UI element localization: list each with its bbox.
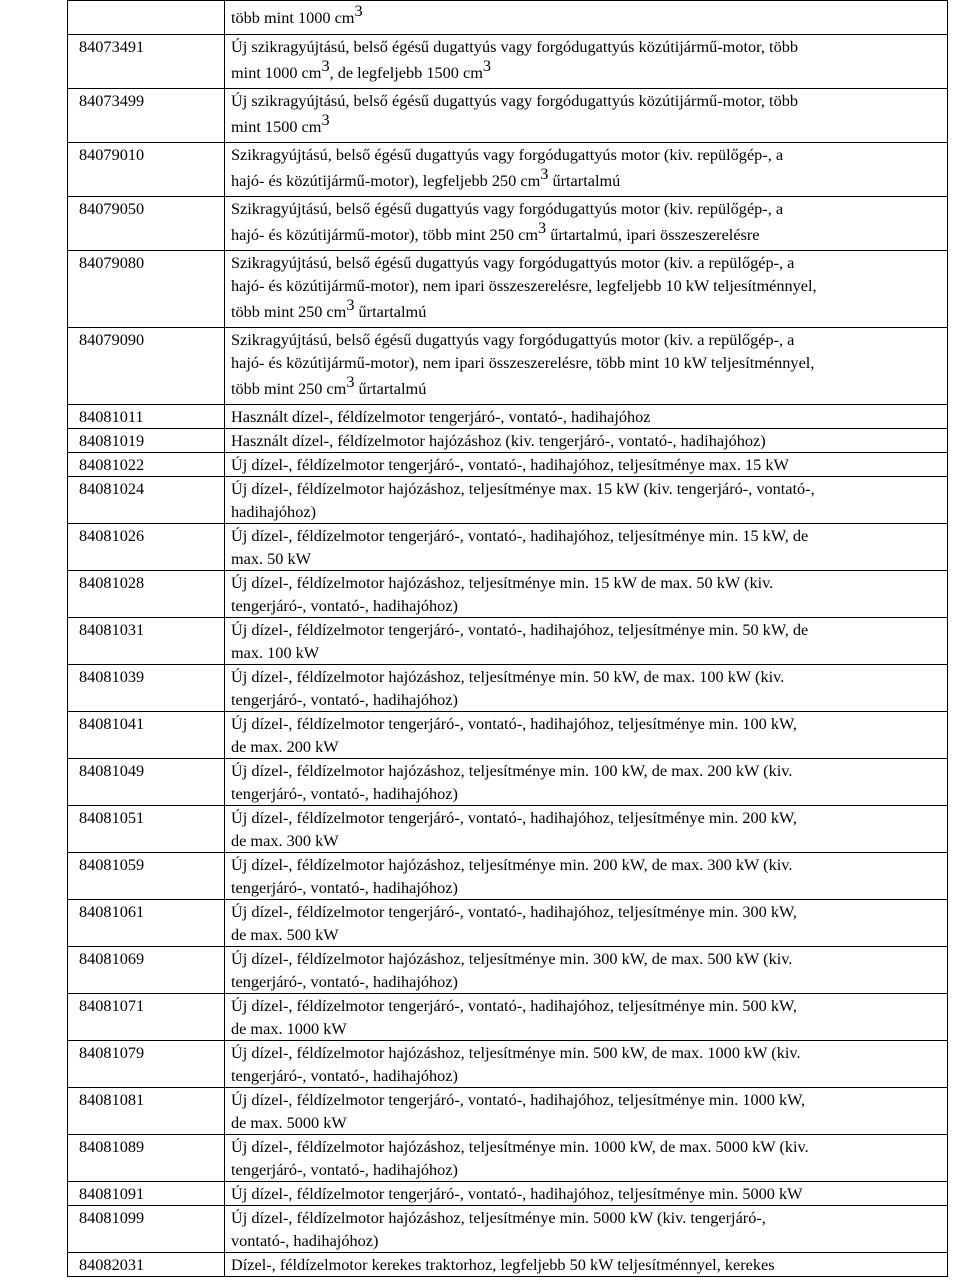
code-cell	[68, 251, 225, 328]
superscript-unit: 3	[346, 295, 355, 314]
description-cell	[225, 712, 948, 759]
description-text: de max. 5000 kW	[231, 1113, 347, 1132]
description-text: hajó- és közútijármű-motor), nem ipari összeszerelésre, több mint 10 kW teljesítménnyel,	[231, 353, 815, 372]
description-line	[231, 220, 943, 250]
code-cell	[68, 1182, 225, 1206]
description-line	[231, 735, 943, 758]
description-line	[231, 900, 943, 923]
description-line	[231, 374, 943, 404]
table-row	[68, 89, 948, 143]
description-cell	[225, 524, 948, 571]
description-line	[231, 853, 943, 876]
description-line	[231, 1135, 943, 1158]
description-text: hajó- és közútijármű-motor), legfeljebb 250 cm	[231, 171, 541, 190]
description-text: tengerjáró-, vontató-, hadihajóhoz)	[231, 1160, 458, 1179]
description-cell	[225, 1206, 948, 1253]
tariff-code: 84081049	[79, 761, 145, 780]
description-text: Új dízel-, féldízelmotor hajózáshoz, teljesítménye min. 100 kW, de max. 200 kW (kiv.	[231, 761, 793, 780]
code-cell	[68, 1206, 225, 1253]
description-line	[231, 1, 943, 34]
description-text: Új dízel-, féldízelmotor tengerjáró-, vontató-, hadihajóhoz, teljesítménye min. 200 kW,	[231, 808, 797, 827]
description-text: Új dízel-, féldízelmotor hajózáshoz, teljesítménye max. 15 kW (kiv. tengerjáró-, vontató-,	[231, 479, 815, 498]
tariff-code: 84081099	[79, 1208, 145, 1227]
description-text: vontató-, hadihajóhoz)	[231, 1231, 379, 1250]
description-line	[231, 782, 943, 805]
tariff-code: 84081061	[79, 902, 145, 921]
code-cell	[68, 429, 225, 453]
description-line	[231, 994, 943, 1017]
description-line	[231, 1182, 943, 1205]
table-row	[68, 1182, 948, 1206]
description-text: Új dízel-, féldízelmotor tengerjáró-, vontató-, hadihajóhoz, teljesítménye min. 300 kW,	[231, 902, 797, 921]
description-text: de max. 200 kW	[231, 737, 339, 756]
code-cell	[68, 1088, 225, 1135]
superscript-unit: 3	[346, 372, 355, 391]
description-line	[231, 524, 943, 547]
description-text: több mint 250 cm	[231, 302, 347, 321]
description-line	[231, 1041, 943, 1064]
table-row	[68, 900, 948, 947]
description-line	[231, 829, 943, 852]
description-text: Új dízel-, féldízelmotor hajózáshoz, teljesítménye min. 300 kW, de max. 500 kW (kiv.	[231, 949, 793, 968]
description-cell	[225, 571, 948, 618]
table-row	[68, 453, 948, 477]
code-cell	[68, 477, 225, 524]
table-row	[68, 1206, 948, 1253]
description-line	[231, 806, 943, 829]
tariff-code: 84081031	[79, 620, 145, 639]
description-text: Új szikragyújtású, belső égésű dugattyús vagy forgódugattyús közútijármű-motor, több	[231, 91, 798, 110]
description-line	[231, 429, 943, 452]
description-text: tengerjáró-, vontató-, hadihajóhoz)	[231, 596, 458, 615]
description-line	[231, 197, 943, 220]
tariff-code: 84079090	[79, 330, 145, 349]
description-text: űrtartalmú	[354, 302, 427, 321]
description-line	[231, 166, 943, 196]
description-line	[231, 143, 943, 166]
table-row	[68, 143, 948, 197]
tariff-code: 84081059	[79, 855, 145, 874]
code-cell	[68, 89, 225, 143]
description-cell	[225, 1088, 948, 1135]
description-text: űrtartalmú, ipari összeszerelésre	[546, 225, 760, 244]
description-cell	[225, 900, 948, 947]
description-line	[231, 618, 943, 641]
table-row	[68, 618, 948, 665]
table-row	[68, 712, 948, 759]
description-line	[231, 453, 943, 476]
description-text: Új dízel-, féldízelmotor hajózáshoz, teljesítménye min. 500 kW, de max. 1000 kW (kiv.	[231, 1043, 801, 1062]
table-row	[68, 1041, 948, 1088]
description-text: Új dízel-, féldízelmotor tengerjáró-, vontató-, hadihajóhoz, teljesítménye min. 500 kW,	[231, 996, 797, 1015]
description-line	[231, 1206, 943, 1229]
tariff-code: 84081022	[79, 455, 145, 474]
description-cell	[225, 1, 948, 35]
description-cell	[225, 994, 948, 1041]
description-line	[231, 970, 943, 993]
code-cell	[68, 853, 225, 900]
description-text: Új szikragyújtású, belső égésű dugattyús vagy forgódugattyús közútijármű-motor, több	[231, 37, 798, 56]
description-text: űrtartalmú	[548, 171, 621, 190]
tariff-code: 84081079	[79, 1043, 145, 1062]
code-cell	[68, 571, 225, 618]
description-line	[231, 923, 943, 946]
description-line	[231, 274, 943, 297]
tariff-code: 84081089	[79, 1137, 145, 1156]
tariff-code: 84081019	[79, 431, 145, 450]
description-cell	[225, 328, 948, 405]
table-row	[68, 197, 948, 251]
description-line	[231, 641, 943, 664]
tariff-code: 84081028	[79, 573, 145, 592]
description-line	[231, 1229, 943, 1252]
table-row	[68, 994, 948, 1041]
description-line	[231, 405, 943, 428]
description-text: tengerjáró-, vontató-, hadihajóhoz)	[231, 878, 458, 897]
tariff-code: 84082031	[79, 1255, 145, 1274]
table-row	[68, 405, 948, 429]
description-text: Szikragyújtású, belső égésű dugattyús vagy forgódugattyús motor (kiv. a repülőgép-, a	[231, 253, 795, 272]
table-row	[68, 1, 948, 35]
description-text: Új dízel-, féldízelmotor hajózáshoz, teljesítménye min. 200 kW, de max. 300 kW (kiv.	[231, 855, 793, 874]
description-text: hajó- és közútijármű-motor), nem ipari összeszerelésre, legfeljebb 10 kW teljesítménnyel,	[231, 276, 817, 295]
description-cell	[225, 1135, 948, 1182]
description-line	[231, 328, 943, 351]
description-text: Szikragyújtású, belső égésű dugattyús vagy forgódugattyús motor (kiv. a repülőgép-, a	[231, 330, 795, 349]
code-cell	[68, 1, 225, 35]
tariff-code: 84079010	[79, 145, 145, 164]
description-text: Dízel-, féldízelmotor kerekes traktorhoz, legfeljebb 50 kW teljesítménnyel, kerekes	[231, 1255, 775, 1274]
description-line	[231, 759, 943, 782]
description-cell	[225, 1253, 948, 1277]
description-cell	[225, 429, 948, 453]
description-line	[231, 1253, 943, 1276]
description-line	[231, 1088, 943, 1111]
table-row	[68, 251, 948, 328]
table-row	[68, 1135, 948, 1182]
description-text: mint 1500 cm	[231, 117, 322, 136]
description-cell	[225, 1182, 948, 1206]
superscript-unit: 3	[354, 1, 363, 20]
description-text: Új dízel-, féldízelmotor tengerjáró-, vontató-, hadihajóhoz, teljesítménye max. 15 kW	[231, 455, 789, 474]
description-text: Új dízel-, féldízelmotor tengerjáró-, vontató-, hadihajóhoz, teljesítménye min. 1000 kW,	[231, 1090, 806, 1109]
description-cell	[225, 806, 948, 853]
description-cell	[225, 1041, 948, 1088]
description-text: Új dízel-, féldízelmotor tengerjáró-, vontató-, hadihajóhoz, teljesítménye min. 5000 kW	[231, 1184, 803, 1203]
tariff-code: 84081069	[79, 949, 145, 968]
table-row	[68, 806, 948, 853]
description-line	[231, 1064, 943, 1087]
code-cell	[68, 900, 225, 947]
description-cell	[225, 197, 948, 251]
table-row	[68, 328, 948, 405]
description-text: Használt dízel-, féldízelmotor tengerjáró-, vontató-, hadihajóhoz	[231, 407, 651, 426]
description-line	[231, 947, 943, 970]
description-text: Új dízel-, féldízelmotor hajózáshoz, teljesítménye min. 5000 kW (kiv. tengerjáró-,	[231, 1208, 766, 1227]
code-cell	[68, 35, 225, 89]
table-row	[68, 524, 948, 571]
description-text: , de legfeljebb 1500 cm	[329, 63, 483, 82]
description-line	[231, 571, 943, 594]
description-cell	[225, 89, 948, 143]
code-cell	[68, 1041, 225, 1088]
code-cell	[68, 947, 225, 994]
tariff-code: 84079080	[79, 253, 145, 272]
description-text: Szikragyújtású, belső égésű dugattyús vagy forgódugattyús motor (kiv. repülőgép-, a	[231, 145, 784, 164]
superscript-unit: 3	[538, 218, 547, 237]
tariff-code: 84081026	[79, 526, 145, 545]
tariff-code: 84073491	[79, 37, 145, 56]
tariff-code: 84081051	[79, 808, 145, 827]
description-cell	[225, 947, 948, 994]
table-row	[68, 853, 948, 900]
description-line	[231, 297, 943, 327]
table-row	[68, 759, 948, 806]
tariff-code: 84081024	[79, 479, 145, 498]
description-text: Új dízel-, féldízelmotor hajózáshoz, teljesítménye min. 1000 kW, de max. 5000 kW (kiv.	[231, 1137, 809, 1156]
description-text: de max. 300 kW	[231, 831, 339, 850]
description-text: Új dízel-, féldízelmotor tengerjáró-, vontató-, hadihajóhoz, teljesítménye min. 15 kW, de	[231, 526, 809, 545]
table-body	[68, 1, 948, 1277]
description-text: Új dízel-, féldízelmotor hajózáshoz, teljesítménye min. 50 kW, de max. 100 kW (kiv.	[231, 667, 785, 686]
superscript-unit: 3	[321, 56, 330, 75]
description-cell	[225, 477, 948, 524]
code-cell	[68, 806, 225, 853]
table-row	[68, 1253, 948, 1277]
description-cell	[225, 853, 948, 900]
table-row	[68, 477, 948, 524]
table-row	[68, 571, 948, 618]
description-text: mint 1000 cm	[231, 63, 322, 82]
description-line	[231, 112, 943, 142]
description-line	[231, 251, 943, 274]
code-cell	[68, 618, 225, 665]
description-cell	[225, 665, 948, 712]
code-cell	[68, 759, 225, 806]
code-cell	[68, 1253, 225, 1277]
description-cell	[225, 453, 948, 477]
description-text: űrtartalmú	[354, 379, 427, 398]
tariff-code: 84081011	[79, 407, 144, 426]
tariff-code: 84081041	[79, 714, 145, 733]
description-text: max. 50 kW	[231, 549, 312, 568]
description-text: Új dízel-, féldízelmotor hajózáshoz, teljesítménye min. 15 kW de max. 50 kW (kiv.	[231, 573, 774, 592]
description-line	[231, 547, 943, 570]
tariff-code: 84081091	[79, 1184, 145, 1203]
tariff-code: 84079050	[79, 199, 145, 218]
tariff-code: 84081039	[79, 667, 145, 686]
description-line	[231, 89, 943, 112]
description-line	[231, 35, 943, 58]
table-row	[68, 947, 948, 994]
description-text: hadihajóhoz)	[231, 502, 316, 521]
description-text: max. 100 kW	[231, 643, 320, 662]
description-line	[231, 665, 943, 688]
description-line	[231, 58, 943, 88]
description-text: tengerjáró-, vontató-, hadihajóhoz)	[231, 690, 458, 709]
description-text: de max. 500 kW	[231, 925, 339, 944]
description-text: több mint 1000 cm	[231, 8, 355, 27]
table-row	[68, 1088, 948, 1135]
table-row	[68, 429, 948, 453]
description-line	[231, 688, 943, 711]
description-line	[231, 712, 943, 735]
description-text: tengerjáró-, vontató-, hadihajóhoz)	[231, 972, 458, 991]
description-text: tengerjáró-, vontató-, hadihajóhoz)	[231, 1066, 458, 1085]
description-text: hajó- és közútijármű-motor), több mint 250 cm	[231, 225, 539, 244]
description-cell	[225, 35, 948, 89]
description-text: de max. 1000 kW	[231, 1019, 347, 1038]
description-cell	[225, 251, 948, 328]
description-text: Új dízel-, féldízelmotor tengerjáró-, vontató-, hadihajóhoz, teljesítménye min. 50 kW, de	[231, 620, 809, 639]
description-line	[231, 876, 943, 899]
code-cell	[68, 453, 225, 477]
code-cell	[68, 524, 225, 571]
tariff-code: 84073499	[79, 91, 145, 110]
description-line	[231, 477, 943, 500]
table-row	[68, 35, 948, 89]
description-line	[231, 594, 943, 617]
code-cell	[68, 994, 225, 1041]
description-line	[231, 351, 943, 374]
code-cell	[68, 328, 225, 405]
description-cell	[225, 759, 948, 806]
description-cell	[225, 405, 948, 429]
code-cell	[68, 143, 225, 197]
tariff-code-table	[67, 0, 948, 1277]
code-cell	[68, 405, 225, 429]
code-cell	[68, 197, 225, 251]
superscript-unit: 3	[321, 110, 330, 129]
tariff-code: 84081081	[79, 1090, 145, 1109]
code-cell	[68, 665, 225, 712]
description-text: több mint 250 cm	[231, 379, 347, 398]
description-text: Új dízel-, féldízelmotor tengerjáró-, vontató-, hadihajóhoz, teljesítménye min. 100 kW,	[231, 714, 797, 733]
description-text: tengerjáró-, vontató-, hadihajóhoz)	[231, 784, 458, 803]
superscript-unit: 3	[540, 164, 549, 183]
description-line	[231, 500, 943, 523]
description-line	[231, 1017, 943, 1040]
tariff-code: 84081071	[79, 996, 145, 1015]
description-line	[231, 1158, 943, 1181]
code-cell	[68, 712, 225, 759]
code-cell	[68, 1135, 225, 1182]
description-text: Használt dízel-, féldízelmotor hajózáshoz (kiv. tengerjáró-, vontató-, hadihajóhoz)	[231, 431, 766, 450]
description-cell	[225, 143, 948, 197]
description-text: Szikragyújtású, belső égésű dugattyús vagy forgódugattyús motor (kiv. repülőgép-, a	[231, 199, 784, 218]
table-row	[68, 665, 948, 712]
description-line	[231, 1111, 943, 1134]
description-cell	[225, 618, 948, 665]
superscript-unit: 3	[482, 56, 491, 75]
